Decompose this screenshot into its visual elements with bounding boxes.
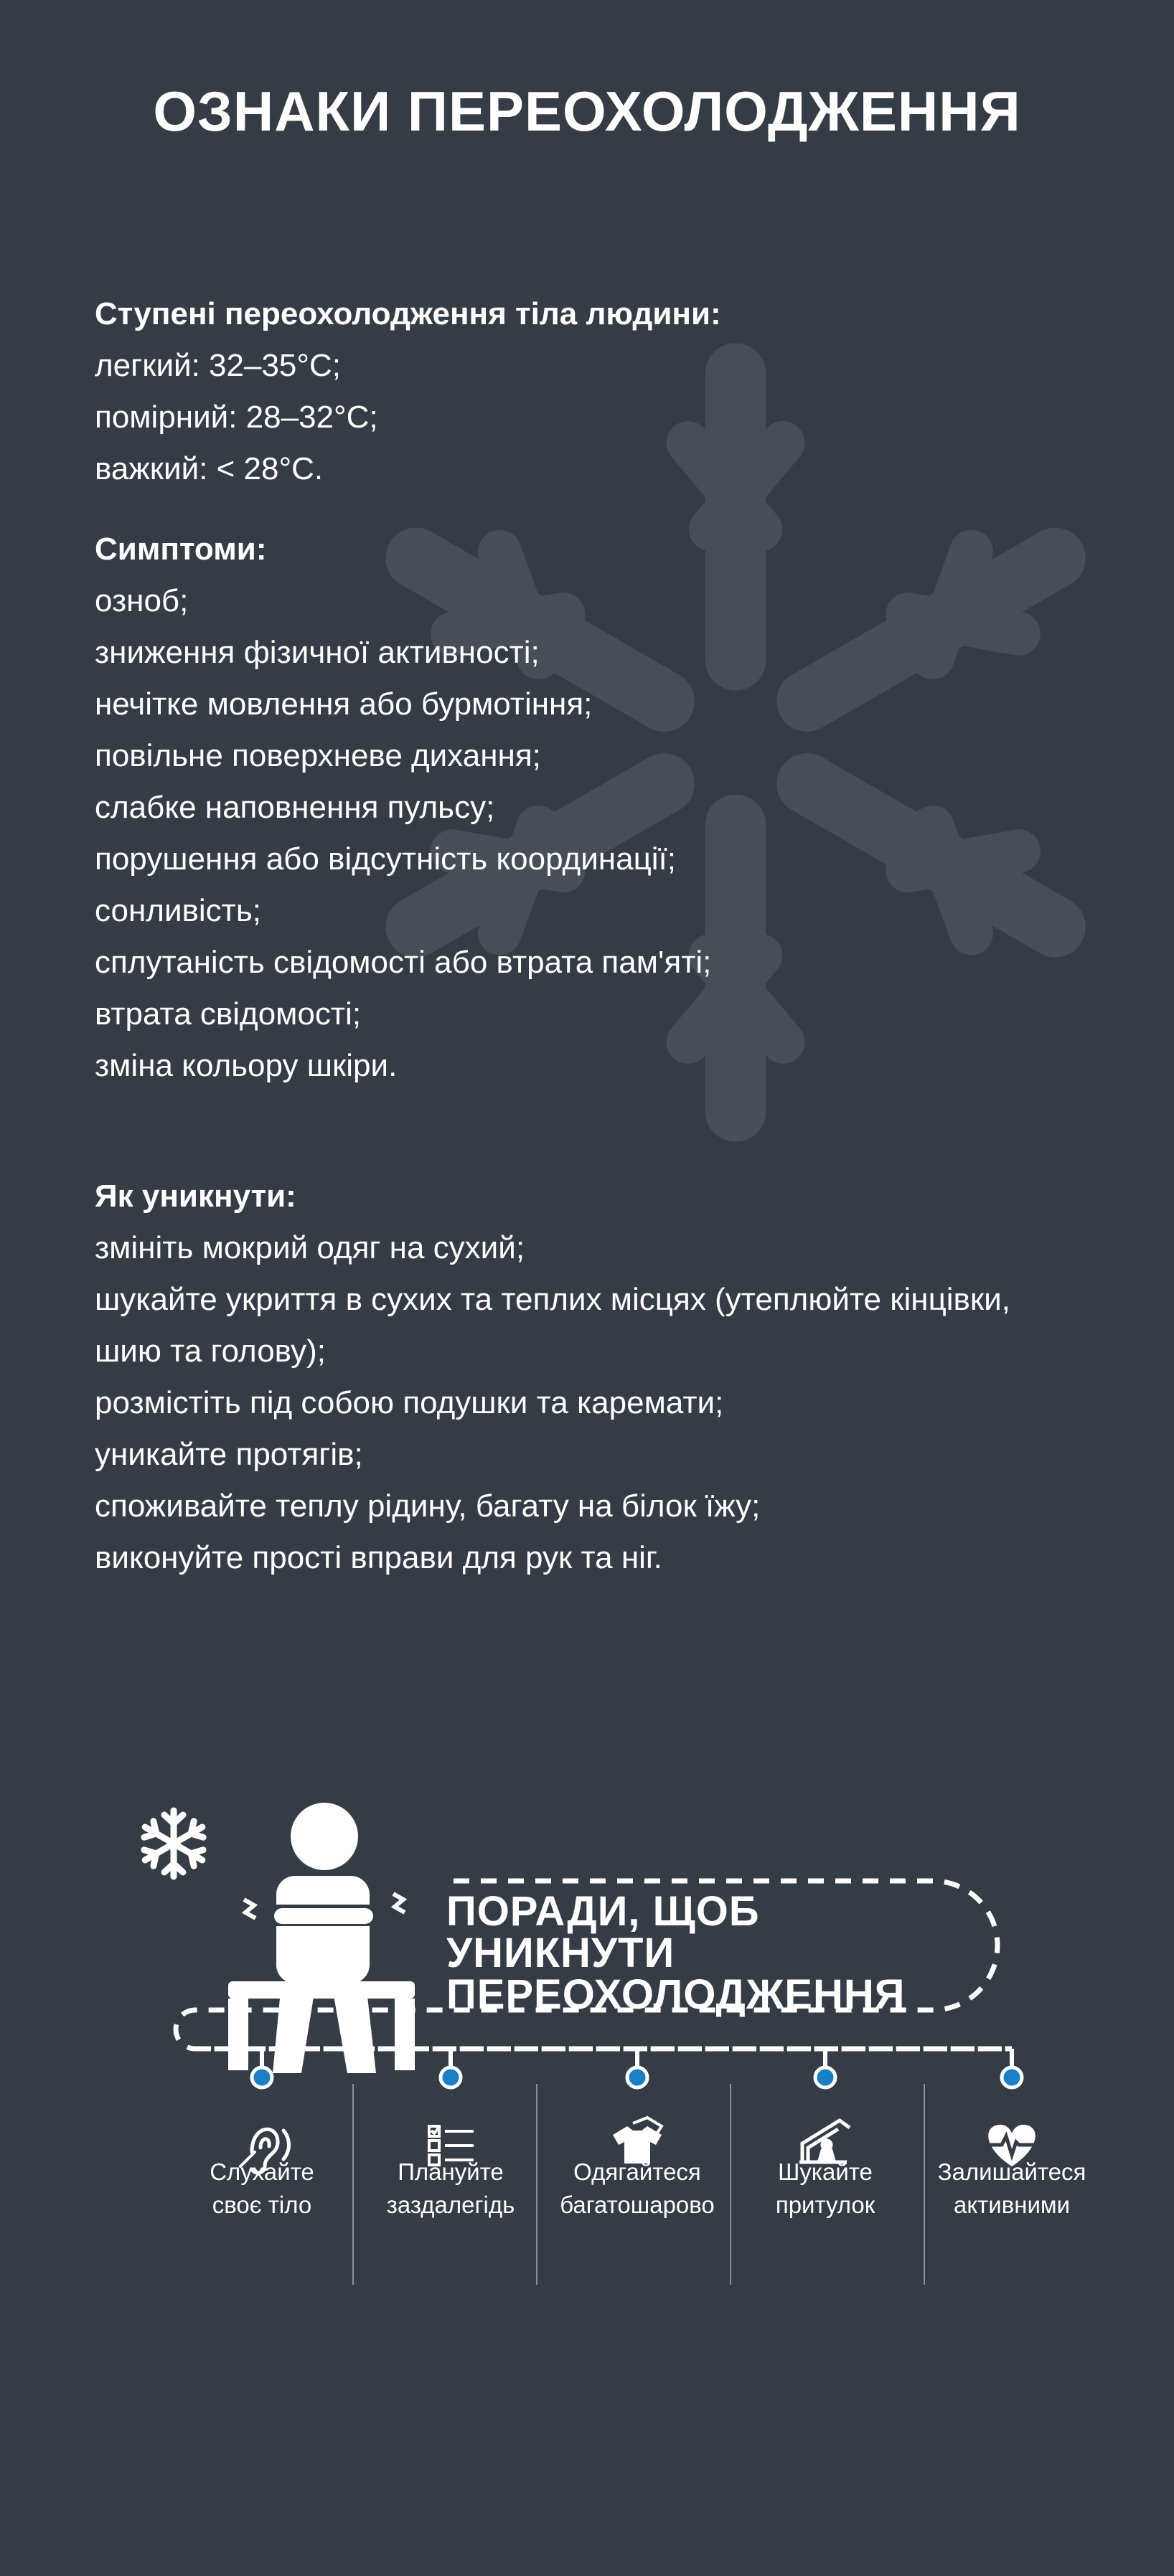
list-item: уникайте протягів;	[95, 1437, 363, 1472]
list-item: важкий: < 28°C.	[95, 451, 324, 486]
list-item: розмістіть під собою подушки та каремати;	[95, 1385, 724, 1420]
degrees-list	[95, 340, 1157, 495]
list-item: сплутаність свідомості або втрата пам'яті;	[95, 945, 712, 980]
list-item: слабке наповнення пульсу;	[95, 790, 495, 825]
prevention-list	[95, 1222, 1157, 1584]
tip-label: притулок	[775, 2192, 875, 2218]
shivering-person-icon	[228, 1803, 415, 2073]
page-title: ОЗНАКИ ПЕРЕОХОЛОДЖЕННЯ	[153, 80, 1021, 143]
tips-infographic	[0, 1793, 1174, 2296]
symptoms-section	[95, 524, 1157, 1092]
list-item: помірний: 28–32°C;	[95, 400, 378, 435]
degrees-heading: Ступені переохолодження тіла людини:	[95, 296, 721, 331]
list-item: нечітке мовлення або бурмотіння;	[95, 687, 593, 722]
list-item: легкий: 32–35°C;	[95, 348, 341, 383]
tip-label: Залишайтеся	[937, 2159, 1086, 2185]
list-item: озноб;	[95, 583, 189, 618]
symptoms-list	[95, 575, 1157, 1092]
list-item: шию та голову);	[95, 1334, 326, 1369]
tips-title	[446, 1888, 906, 2018]
tip-label: Плануйте	[398, 2159, 504, 2185]
list-item: порушення або відсутність координації;	[95, 841, 677, 877]
list-item: змініть мокрий одяг на сухий;	[95, 1230, 525, 1265]
tip-label: активними	[953, 2192, 1071, 2218]
tips-title-line: ПЕРЕОХОЛОДЖЕННЯ	[446, 1971, 906, 2018]
tip-label: Слухайте	[210, 2159, 314, 2185]
list-item: зміна кольору шкіри.	[95, 1048, 398, 1083]
tip-label: заздалегідь	[386, 2192, 515, 2218]
tip-label: Шукайте	[778, 2159, 873, 2185]
tips-title-line: ПОРАДИ, ЩОБ	[446, 1888, 760, 1935]
tip-label: багатошарово	[560, 2192, 715, 2218]
tip-find-shelter	[736, 2156, 915, 2222]
list-item: виконуйте прості вправи для рук та ніг.	[95, 1540, 662, 1575]
prevention-section	[95, 1171, 1157, 1584]
list-item: зниження фізичної активності;	[95, 635, 540, 670]
list-item: втрата свідомості;	[95, 996, 362, 1032]
tip-plan-ahead	[361, 2156, 540, 2222]
tip-stay-active	[922, 2156, 1102, 2222]
list-item: сонливість;	[95, 893, 261, 928]
tip-label: Одягайтеся	[573, 2159, 701, 2185]
list-item: споживайте теплу рідину, багату на білок їжу;	[95, 1488, 761, 1524]
small-snowflake-icon	[141, 1811, 207, 1877]
tips-title-line: УНИКНУТИ	[446, 1930, 675, 1976]
list-item: повільне поверхневе дихання;	[95, 738, 541, 773]
list-item: шукайте укриття в сухих та теплих місцях (утеплюйте кінцівки,	[95, 1282, 1010, 1317]
symptoms-heading: Симптоми:	[95, 532, 267, 567]
tip-label: своє тіло	[212, 2192, 312, 2218]
hypothermia-degrees-section	[95, 288, 1157, 495]
prevention-heading: Як уникнути:	[95, 1179, 296, 1214]
tip-listen-body	[172, 2156, 352, 2222]
tip-dress-layers	[548, 2156, 727, 2222]
